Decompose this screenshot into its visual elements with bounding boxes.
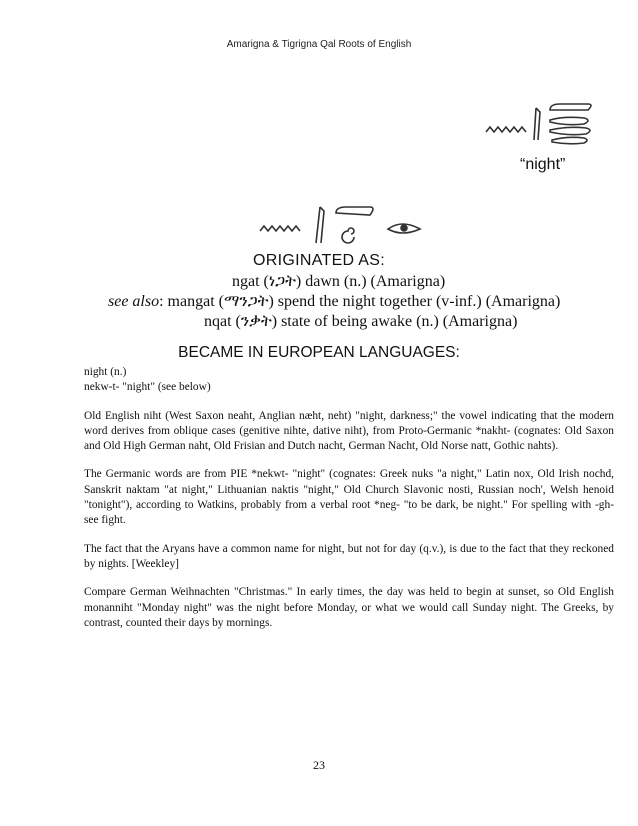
paragraph-1: Old English niht (West Saxon neaht, Anglian næht, neht) "night, darkness;" the vowel indicating that the modern word derives from oblique cases (genitive nihte, dative niht), from Proto-Germanic *nakht- (cognates: Old Saxon and Old High German naht, Old Frisian and Dutch nacht, German Nacht, Old Norse natt, Gothic nahts). <box>84 409 614 453</box>
origin-line-mangat <box>108 293 560 311</box>
star-band-glyph-4 <box>552 137 587 143</box>
entry-line-2: nekw-t- "night" (see below) <box>84 381 211 394</box>
water-ripple-glyph <box>260 226 300 231</box>
page-number: 23 <box>313 758 325 772</box>
night-hieroglyph-image <box>484 100 596 146</box>
reed-glyph <box>316 207 324 243</box>
body-text <box>84 365 614 644</box>
star-band-glyph-2 <box>550 117 588 124</box>
water-ripple-glyph <box>486 127 526 132</box>
paragraph-4: Compare German Weihnachten "Christmas." In early times, the day was held to begin at sunset, so Old English monanniht "Monday night" was the night before Monday, or what we would call Sunday night. The Greeks, by contrast, counted their days by mornings. <box>84 586 614 629</box>
star-band-glyph <box>336 207 373 215</box>
star-band-glyph-3 <box>550 127 590 134</box>
origin-line-nqat: nqat (ንቃት) state of being awake (n.) (Amarigna) <box>204 313 518 330</box>
origin-line-mangat-text: : mangat (ማንጋት) spend the night together (v-inf.) (Amarigna) <box>159 293 561 310</box>
origin-line-ngat: ngat (ነጋት) dawn (n.) (Amarigna) <box>232 273 446 290</box>
hieroglyph-caption: “night” <box>520 156 566 173</box>
paragraph-2: The Germanic words are from PIE *nekwt- "night" (cognates: Greek nuks "a night," Latin nox, Old Irish nochd, Sanskrit naktam "at night," Lithuanian naktis "night," Old Church Slavonic nosti, Russian noch', Welsh henoid "tonight"), according to Watkins, probably from a verbal root *neg- "to be dark, be night." For spelling with -gh- see fight. <box>84 468 614 527</box>
became-heading: BECAME IN EUROPEAN LANGUAGES: <box>178 344 460 361</box>
star-band-glyph-1 <box>550 104 591 110</box>
night-hieroglyph-image-2 <box>258 203 426 255</box>
entry-line-1: night (n.) <box>84 366 127 378</box>
paragraph-3: The fact that the Aryans have a common name for night, but not for day (q.v.), is due to the fact that they reckoned by nights. [Weekley] <box>84 542 614 570</box>
reed-glyph <box>534 108 540 140</box>
spiral-glyph <box>342 228 354 243</box>
originated-heading: ORIGINATED AS: <box>253 252 385 269</box>
see-also-label: see also <box>108 293 160 310</box>
running-header: Amarigna & Tigrigna Qal Roots of English <box>226 39 412 50</box>
